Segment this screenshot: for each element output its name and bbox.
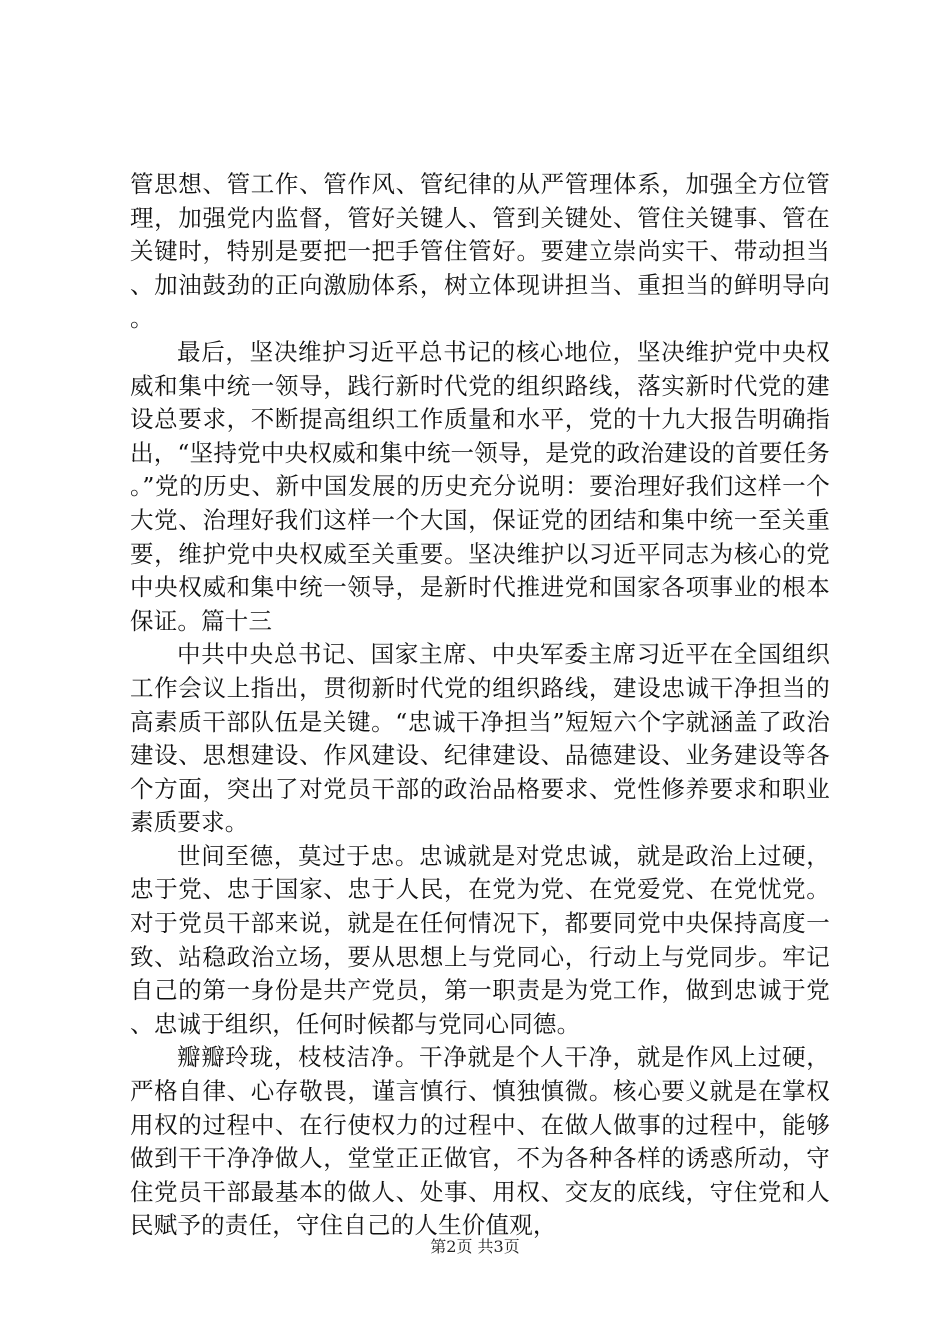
paragraph-1: 管思想、管工作、管作风、管纪律的从严管理体系，加强全方位管理，加强党内监督，管好关键人、管到关键处、管住关键事、管在关键时，特别是要把一把手管住管好。要建立崇尚实干、带动担当、加油鼓劲的正向激励体系，树立体现讲担当、重担当的鲜明导向。 xyxy=(130,170,830,333)
page-footer: 第2页 共3页 xyxy=(430,1237,520,1256)
paragraph-4: 世间至德，莫过于忠。忠诚就是对党忠诚，就是政治上过硬，忠于党、忠于国家、忠于人民，在党为党、在党爱党、在党忧党。对于党员干部来说，就是在任何情况下，都要同党中央保持高度一致、站稳政治立场，要从思想上与党同心，行动上与党同步。牢记自己的第一身份是共产党员，第一职责是为党工作，做到忠诚于党、忠诚于组织，任何时候都与党同心同德。 xyxy=(130,841,830,1038)
document-body xyxy=(130,168,830,1243)
paragraph-5: 瓣瓣玲珑，枝枝洁净。干净就是个人干净，就是作风上过硬，严格自律、心存敬畏，谨言慎行、慎独慎微。核心要义就是在掌权用权的过程中、在行使权力的过程中、在做人做事的过程中，能够做到干干净净做人，堂堂正正做官，不为各种各样的诱惑所动，守住党员干部最基本的做人、处事、用权、交友的底线，守住党和人民赋予的责任，守住自己的人生价值观， xyxy=(130,1043,830,1240)
paragraph-3: 中共中央总书记、国家主席、中央军委主席习近平在全国组织工作会议上指出，贯彻新时代党的组织路线，建设忠诚干净担当的高素质干部队伍是关键。“忠诚干净担当”短短六个字就涵盖了政治建设、思想建设、作风建设、纪律建设、品德建设、业务建设等各个方面，突出了对党员干部的政治品格要求、党性修养要求和职业素质要求。 xyxy=(130,640,830,837)
paragraph-2: 最后，坚决维护习近平总书记的核心地位，坚决维护党中央权威和集中统一领导，践行新时代党的组织路线，落实新时代党的建设总要求，不断提高组织工作质量和水平，党的十九大报告明确指出，“坚持党中央权威和集中统一领导，是党的政治建设的首要任务。”党的历史、新中国发展的历史充分说明：要治理好我们这样一个大党、治理好我们这样一个大国，保证党的团结和集中统一至关重要，维护党中央权威至关重要。坚决维护以习近平同志为核心的党中央权威和集中统一领导，是新时代推进党和国家各项事业的根本保证。篇十三 xyxy=(130,337,830,635)
